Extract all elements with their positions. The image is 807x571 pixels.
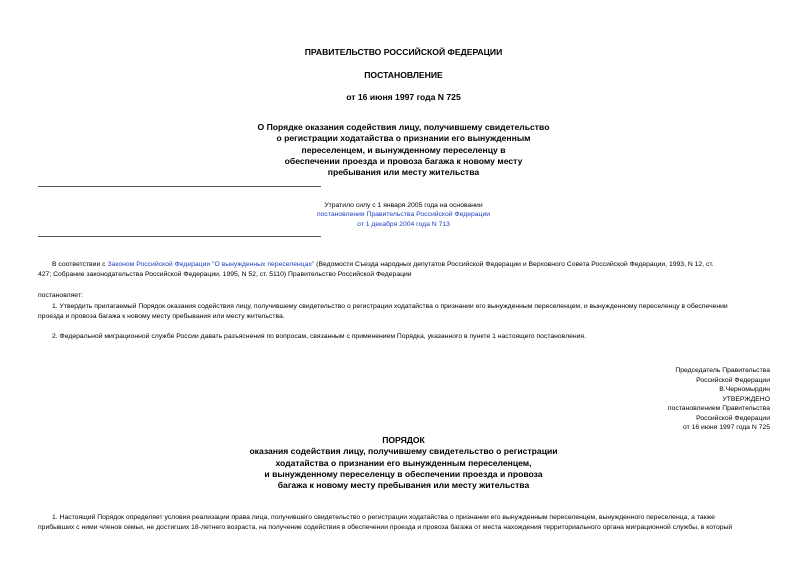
title-line: О Порядке оказания содействия лицу, получившему свидетельство [257, 122, 550, 132]
status-text: Утратило силу с 1 января 2005 года на основании [324, 202, 483, 209]
order-title-line: и вынужденному переселенцу в обеспечении проезда и провоза [264, 468, 543, 479]
postanovlyaet-label: постановляет: [38, 292, 83, 299]
order-heading: ПОРЯДОК [382, 435, 425, 445]
title-line: переселенцем, и вынужденному переселенцу в [301, 144, 506, 155]
approval-line: постановлением Правительства [667, 405, 770, 412]
divider [38, 236, 321, 237]
order-title-line: оказания содействия лицу, получившему свидетельство о регистрации [249, 446, 558, 457]
preamble [38, 260, 778, 279]
item-line: проезда и провоза багажа к новому месту пребывания или месту жительства. [38, 312, 285, 320]
title-line: обеспечении проезда и провоза багажа к новому месту [284, 155, 523, 166]
title-line: пребывания или месту жительства [327, 167, 480, 178]
order-paragraph-1 [38, 513, 778, 532]
preamble-text: (Ведомости Съезда народных депутатов Российской Федерации и Верховного Совета Российской Федерации, 1993, N 12, ст. [314, 261, 714, 268]
divider [38, 186, 321, 187]
order-title-line: багажа к новому месту пребывания или месту жительства [277, 480, 530, 491]
document-type: ПОСТАНОВЛЕНИЕ [364, 70, 443, 80]
signature-line: Председатель Правительства [675, 367, 770, 374]
document-date: от 16 июня 1997 года N 725 [346, 92, 461, 102]
signature-block [530, 366, 770, 433]
decree-item-2: 2. Федеральной миграционной службе России давать разъяснения по вопросам, связанным с применением Порядка, указанного в пункте 1 настоящего постановления. [52, 333, 586, 340]
preamble-prefix: В соответствии с [52, 261, 108, 268]
paragraph-line: прибывших с ними членов семьи, не достигших 18-летнего возраста, на получение содействия в обеспечении проезда и провоза багажа от места нахождения территориального органа миграционной службы, в который [38, 523, 733, 531]
signature-line: В.Черномырдин [719, 386, 770, 393]
approval-line: УТВЕРЖДЕНО [722, 395, 770, 403]
preamble-line: 427; Собрание законодательства Российской Федерации, 1995, N 52, ст. 5110) Правительство Российской Федерации [38, 270, 412, 278]
status-note [0, 201, 807, 229]
repeal-decree-link[interactable]: постановления Правительства Российской Федерации [316, 211, 491, 219]
order-title [0, 435, 807, 491]
approval-line: Российской Федерации [696, 414, 770, 422]
approval-line: от 16 июня 1997 года N 725 [682, 424, 770, 431]
repeal-decree-date-link[interactable]: от 1 декабря 2004 года N 713 [357, 220, 450, 228]
title-line: о регистрации ходатайства о признании его вынужденным [276, 133, 531, 144]
order-title-line: ходатайства о признании его вынужденным переселенцем, [275, 457, 532, 468]
signature-line: Российской Федерации [696, 376, 770, 384]
government-heading: ПРАВИТЕЛЬСТВО РОССИЙСКОЙ ФЕДЕРАЦИИ [304, 47, 503, 57]
decree-item-1 [38, 302, 778, 321]
law-link[interactable]: Законом Российской Федерации "О вынужденных переселенцах" [107, 261, 315, 268]
document-title [0, 122, 807, 178]
paragraph-line: 1. Настоящий Порядок определяет условия реализации права лица, получившего свидетельство о регистрации ходатайства о признании его вынужденным переселенцем, вынужденного переселенца, а также [52, 514, 715, 521]
item-line: 1. Утвердить прилагаемый Порядок оказания содействия лицу, получившему свидетельство о регистрации ходатайства о признании его вынужденным переселенцем, и вынужденному переселенцу в обеспечении [52, 303, 728, 310]
